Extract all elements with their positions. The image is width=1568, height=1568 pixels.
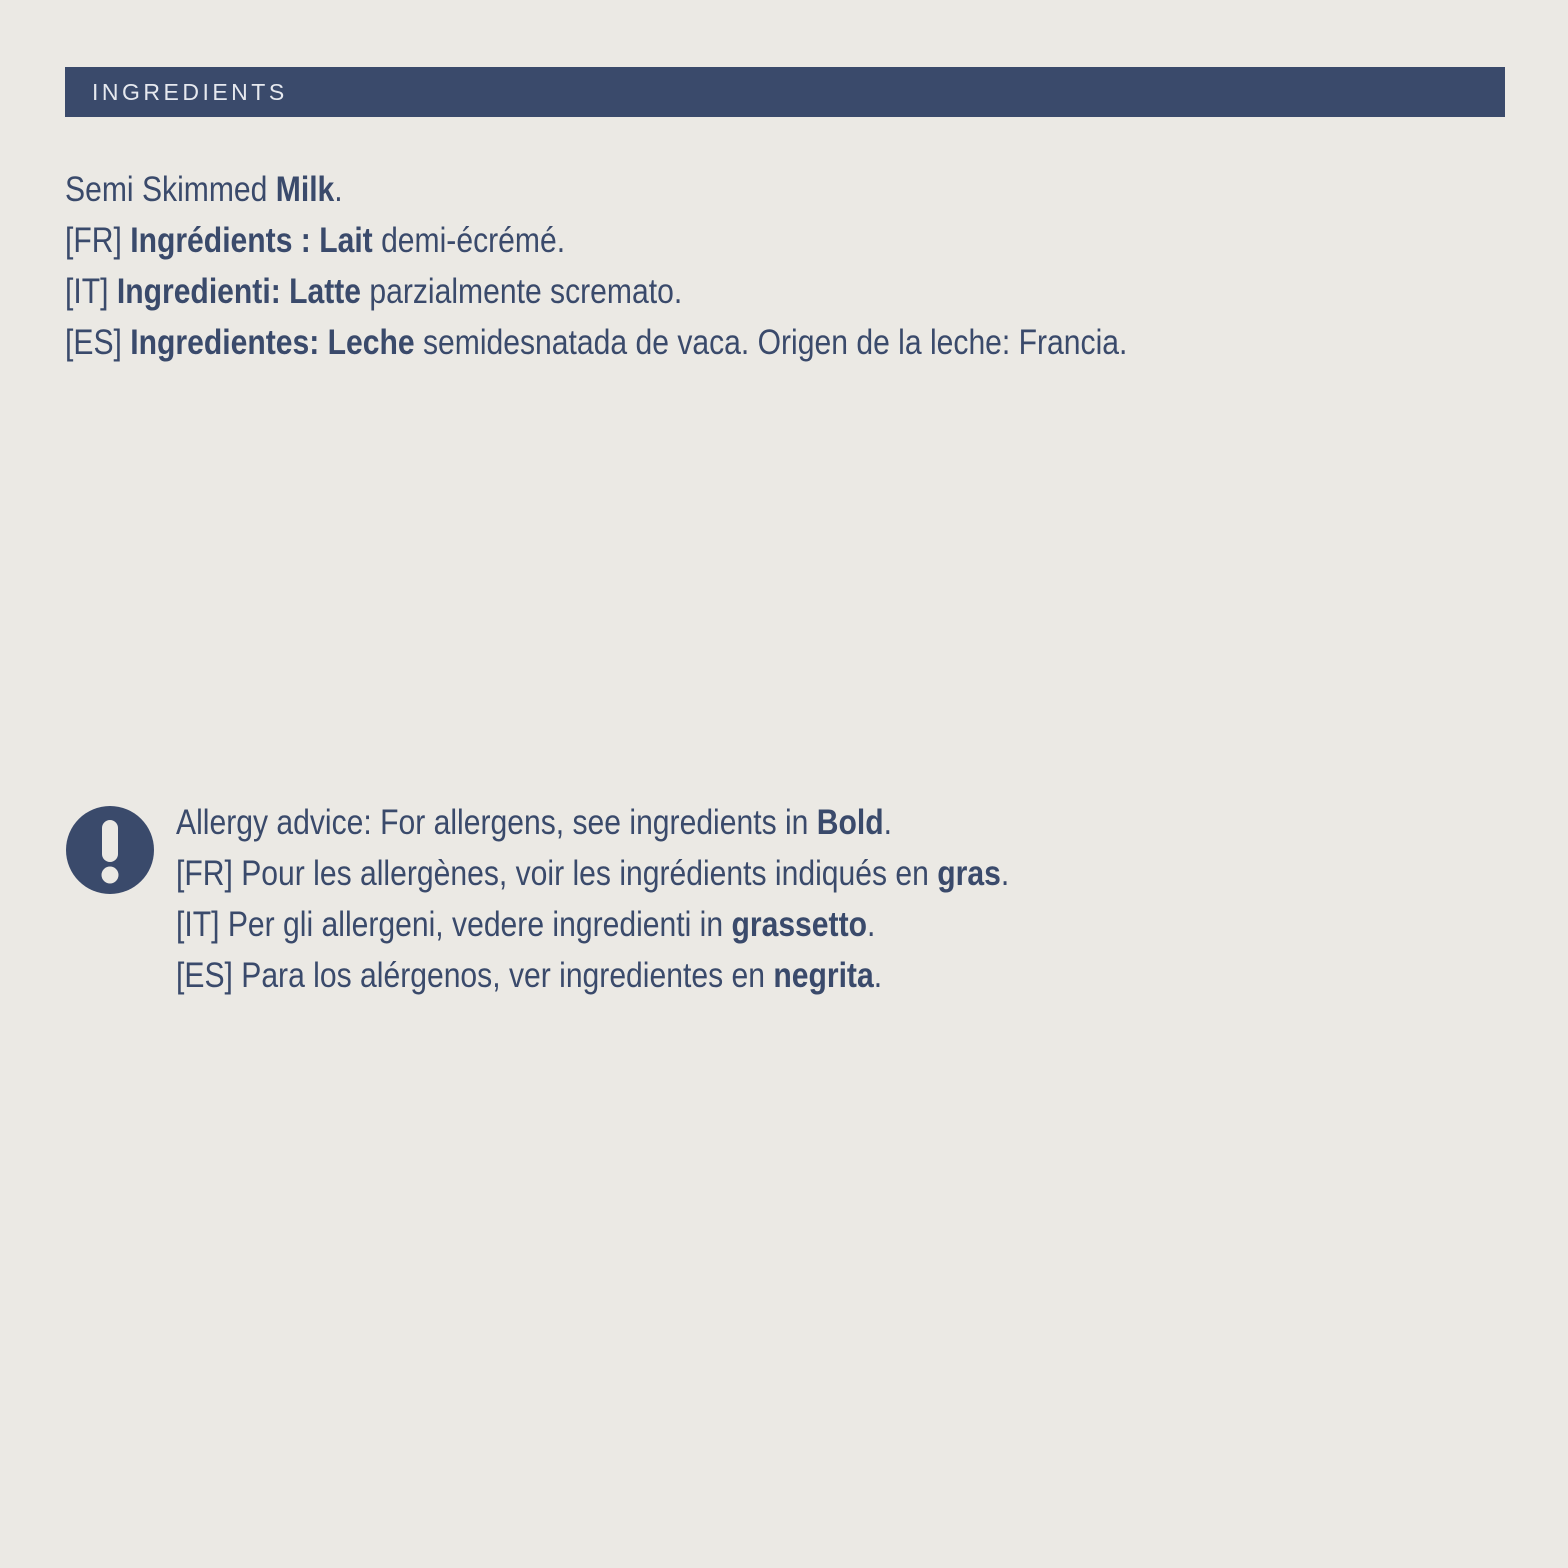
allergy-line-it: [IT] Per gli allergeni, vedere ingredienti in grassetto. bbox=[176, 905, 876, 944]
ingredients-header-bar bbox=[65, 67, 1505, 117]
exclamation-icon bbox=[66, 806, 154, 894]
ingredient-line-fr: [FR] Ingrédients : Lait demi-écrémé. bbox=[65, 221, 566, 260]
header-title: INGREDIENTS bbox=[92, 78, 288, 105]
allergy-advice bbox=[176, 797, 1476, 1001]
allergy-line-fr: [FR] Pour les allergènes, voir les ingrédients indiqués en gras. bbox=[176, 854, 1010, 893]
ingredient-line-en: Semi Skimmed Milk. bbox=[65, 170, 343, 209]
ingredients-list bbox=[65, 164, 1505, 368]
ingredient-line-it: [IT] Ingredienti: Latte parzialmente scremato. bbox=[65, 272, 683, 311]
ingredient-line-es: [ES] Ingredientes: Leche semidesnatada de vaca. Origen de la leche: Francia. bbox=[65, 323, 1128, 362]
allergy-line-es: [ES] Para los alérgenos, ver ingredientes en negrita. bbox=[176, 956, 883, 995]
allergy-line-en: Allergy advice: For allergens, see ingredients in Bold. bbox=[176, 803, 893, 842]
